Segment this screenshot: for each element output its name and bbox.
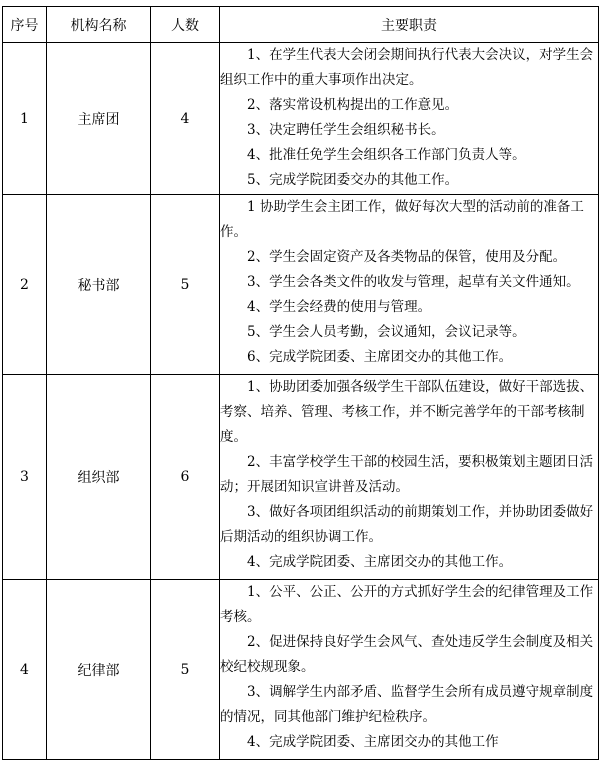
row-index: 2 [3,195,47,375]
row-duties [220,375,599,580]
row-duties [220,195,599,375]
duty-item: 1、公平、公正、公开的方式抓好学生会的纪律管理及工作考核。 [220,584,594,625]
header-name: 机构名称 [47,7,151,43]
row-count: 5 [151,580,220,760]
header-index: 序号 [3,7,47,43]
table-row [3,375,599,580]
row-duties [220,43,599,195]
duty-item: 2、丰富学校学生干部的校园生活，要积极策划主题团日活动；开展团知识宣讲普及活动。 [220,454,594,495]
row-count: 6 [151,375,220,580]
duty-item: 5、学生会人员考勤，会议通知，会议记录等。 [247,324,526,340]
row-duties [220,580,599,760]
duty-item: 3、学生会各类文件的收发与管理，起草有关文件通知。 [247,274,580,290]
row-index: 4 [3,580,47,760]
duty-item: 4、完成学院团委、主席团交办的其他工作 [247,734,499,750]
organization-table [2,6,599,760]
row-name: 主席团 [47,43,151,195]
table-row [3,580,599,760]
duty-item: 1、在学生代表大会闭会期间执行代表大会决议，对学生会组织工作中的重大事项作出决定。 [220,47,594,88]
duty-item: 6、完成学院团委、主席团交办的其他工作。 [247,349,513,365]
duty-item: 2、落实常设机构提出的工作意见。 [247,97,459,113]
table-row [3,195,599,375]
row-index: 1 [3,43,47,195]
duty-item: 1、协助团委加强各级学生干部队伍建设，做好干部选拔、考察、培养、管理、考核工作，并不断完善学年的干部考核制度。 [220,379,594,445]
header-duties: 主要职责 [220,7,599,43]
duty-item: 2、学生会固定资产及各类物品的保管，使用及分配。 [247,249,567,265]
row-count: 5 [151,195,220,375]
duty-item: 2、促进保持良好学生会风气、查处违反学生会制度及相关校纪校规现象。 [220,634,594,675]
row-name: 秘书部 [47,195,151,375]
row-index: 3 [3,375,47,580]
header-count: 人数 [151,7,220,43]
header-row [3,7,599,43]
row-name: 组织部 [47,375,151,580]
duty-item: 4、批准任免学生会组织各工作部门负责人等。 [247,147,526,163]
row-count: 4 [151,43,220,195]
row-name: 纪律部 [47,580,151,760]
duty-item: 1 协助学生会主团工作，做好每次大型的活动前的准备工作。 [220,199,584,240]
duty-item: 3、做好各项团组织活动的前期策划工作，并协助团委做好后期活动的组织协调工作。 [220,504,594,545]
duty-item: 5、完成学院团委交办的其他工作。 [247,172,459,188]
duty-item: 3、决定聘任学生会组织秘书长。 [247,122,445,138]
table-row [3,43,599,195]
duty-item: 4、完成学院团委、主席团交办的其他工作。 [247,554,513,570]
duty-item: 4、学生会经费的使用与管理。 [247,299,432,315]
duty-item: 3、调解学生内部矛盾、监督学生会所有成员遵守规章制度的情况，同其他部门维护纪检秩序。 [220,684,594,725]
